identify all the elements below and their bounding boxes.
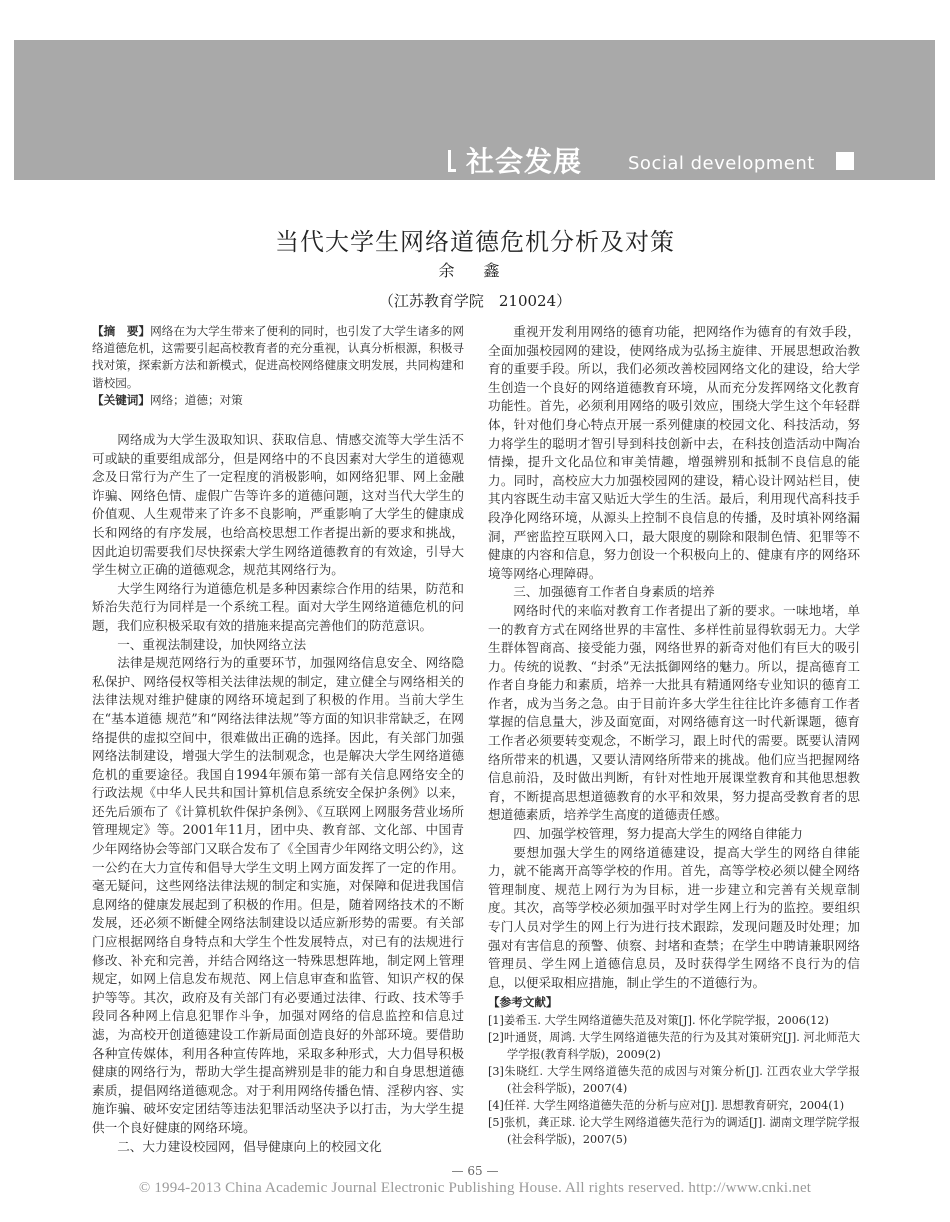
section-heading: 二、大力建设校园网，倡导健康向上的校园文化 [117, 1138, 382, 1154]
references-list [488, 1012, 860, 1148]
body-paragraph: 网络成为大学生汲取知识、获取信息、情感交流等大学生活不可或缺的重要组成部分，但是网络中的不良因素对大学生的道德观念及日常行为产生了一定程度的消极影响，如网络犯罪、网上金融诈骗、网络色情、虚假广告等许多的道德问题，这对当代大学生的价值观、人生观带来了许多不良影响，严重影响了大学生的健康成长和网络的有序发展，也给高校思想工作者提出新的要求和挑战，因此迫切需要我们尽快探索大学生网络道德教育的有效途，引导大学生树立正确的道德观念，规范其网络行为。 [92, 432, 464, 578]
reference-item: [4]任祥. 大学生网络道德失范的分析与应对[J]. 思想教育研究，2004(1) [488, 1098, 845, 1112]
body-paragraph: 重视开发利用网络的德育功能，把网络作为德育的有效手段，全面加强校园网的建设，使网络成为弘扬主旋律、开展思想政治教育的重要手段。所以，我们必须改善校园网络文化的建设，给大学生创造一个良好的网络道德教育环境，从而充分发挥网络文化教育功能性。首先，必须利用网络的吸引效应，围绕大学生这个年轻群体，针对他们身心特点开展一系列健康的校园文化、科技活动，努力将学生的聪明才智引导到科技创新中去，在科技创造活动中陶冶情操，提升文化品位和审美情趣，增强辨别和抵制不良信息的能力。同时，高校应大力加强校园网的建设，精心设计网站栏目，使其内容既生动丰富又贴近大学生的生活。最后，利用现代高科技手段净化网络环境，从源头上控制不良信息的传播，及时填补网络漏洞，严密监控互联网入口，最大限度的剔除和限制色情、犯罪等不健康的内容和信息，努力创设一个积极向上的、健康有序的网络环境等网络心理障碍。 [488, 324, 860, 581]
reference-item: [3]朱晓红. 大学生网络道德失范的成因与对策分析[J]. 江西农业大学学报(社会科学版)，2007(4) [488, 1064, 860, 1095]
body-paragraph: 大学生网络行为道德危机是多种因素综合作用的结果，防范和矫治失范行为同样是一个系统工程。面对大学生网络道德危机的问题，我们应积极采取有效的措施来提高完善他们的防范意识。 [92, 580, 464, 633]
body-paragraph: 网络时代的来临对教育工作者提出了新的要求。一味地堵，单一的教育方式在网络世界的丰富性、多样性前显得软弱无力。大学生群体智商高、接受能力强，网络世界的新奇对他们有巨大的吸引力。传统的说教、“封杀”无法抵御网络的魅力。所以，提高德育工作者自身能力和素质，培养一大批具有精通网络专业知识的德育工作者，成为当务之急。由于目前许多大学生往往比许多德育工作者掌握的信息量大，涉及面宽面，对网络德育这一时代新课题，德育工作者必须要转变观念，不断学习，跟上时代的需要。既要认清网络所带来的机遇，又要认清网络所带来的挑战。他们应当把握网络信息前沿，及时做出判断，有针对性地开展课堂教育和其他思想教育，不断提高思想道德教育的水平和效果，努力提高受教育者的思想道德素质，培养学生高度的道德责任感。 [488, 602, 860, 823]
body-paragraph: 法律是规范网络行为的重要环节，加强网络信息安全、网络隐私保护、网络侵权等相关法律法规的制定，建立健全与网络相关的法律法规对维护健康的网络环境起到了积极的作用。当前大学生在“基本道德 规范”和“网络法律法规”等方面的知识非常缺乏，在网络提供的虚拟空间中，很难做出正确的选择。因此，有关部门加强网络法制建设，增强大学生的法制观念，也是解决大学生网络道德危机的重要途径。我国自1994年颁布第一部有关信息网络安全的行政法规《中华人民共和国计算机信息系统安全保护条例》以来，还先后颁布了《计算机软件保护条例》、《互联网上网服务营业场所管理规定》等。2001年11月，团中央、教育部、文化部、中国青少年网络协会等部门又联合发布了《全国青少年网络文明公约》，这一公约在大力宣传和倡导大学生文明上网方面发挥了一定的作用。毫无疑问，这些网络法律法规的制定和实施，对保障和促进我国信息网络的健康发展起到了积极的作用。但是，随着网络技术的不断发展，还必须不断健全网络法制建设以适应新形势的需要。有关部门应根据网络自身特点和大学生个性发展特点，对已有的法规进行修改、补充和完善，并结合网络这一特殊思想阵地，制定网上管理规定，如网上信息发布规范、网上信息审查和监管、知识产权的保护等等。其次，政府及有关部门有必要通过法律、行政、技术等手段同各种网上信息犯罪作斗争，加强对网络的信息监控和信息过滤，为高校开创道德建设工作新局面创造良好的外部环境。要借助各种宣传媒体，利用各种宣传阵地，采取多种形式，大力倡导积极健康的网络行为，帮助大学生提高辨别是非的能力和自身思想道德素质，提倡网络道德观念。对于利用网络传播色情、淫秽内容、实施诈骗、破坏安定团结等违法犯罪活动坚决予以打击，为大学生提供一个良好健康的网络环境。 [92, 655, 464, 1135]
article-title: 当代大学生网络道德危机分析及对策 [275, 228, 675, 256]
abstract-label: 【摘 要】 [92, 324, 151, 338]
right-column [488, 323, 860, 1148]
keywords [92, 392, 464, 409]
reference-item: [5]张机，龚正球. 论大学生网络道德失范行为的调适[J]. 湖南文理学院学报(社会科学版)，2007(5) [488, 1115, 860, 1146]
left-column [92, 323, 464, 1156]
body-paragraph: 要想加强大学生的网络道德建设，提高大学生的网络自律能力，就不能离开高等学校的作用。首先，高等学校必须以健全网络管理制度、规范上网行为为目标，进一步建立和完善有关规章制度。其次，高等学校必须加强平时对学生网上行为的监控。要组织专门人员对学生的网上行为进行技术跟踪，发现问题及时处理；加强对有害信息的预警、侦察、封堵和查禁；在学生中聘请兼职网络管理员、学生网上道德信息员，及时获得学生网络不良行为的信息，以便采取相应措施，制止学生的不道德行为。 [488, 844, 860, 990]
page-number: — 65 — [451, 1164, 499, 1178]
abstract-text: 网络在为大学生带来了便利的同时，也引发了大学生诸多的网络道德危机，这需要引起高校教育者的充分重视，认真分析根源，积极寻找对策，探索新方法和新模式，促进高校网络健康文明发展，共同构建和谐校园。 [92, 324, 464, 390]
copyright-footer: © 1994-2013 China Academic Journal Electronic Publishing House. All rights reserved. http://www.cnki.net [138, 1180, 812, 1196]
keywords-text: 网络；道德；对策 [149, 392, 243, 407]
article-author: 余 鑫 [438, 261, 512, 280]
article-affiliation: （江苏教育学院 210024） [378, 292, 572, 310]
keywords-label: 【关键词】 [92, 392, 150, 407]
section-title-en: Social development [628, 153, 815, 174]
references-label: 【参考文献】 [488, 995, 558, 1010]
square-mark-icon [836, 152, 854, 170]
section-title-cn: 社会发展 [466, 145, 583, 178]
reference-item: [1]姜希玉. 大学生网络道德失范及对策[J]. 怀化学院学报，2006(12) [488, 1013, 829, 1027]
section-heading: 四、加强学校管理，努力提高大学生的网络自律能力 [513, 826, 803, 842]
left-body [92, 431, 464, 1156]
right-body [488, 323, 860, 992]
bracket-mark-icon [448, 150, 456, 172]
abstract [92, 323, 464, 392]
section-heading: 三、加强德育工作者自身素质的培养 [513, 584, 715, 600]
reference-item: [2]叶通贤，周鸿. 大学生网络道德失范的行为及其对策研究[J]. 河北师范大学学报(教育科学版)，2009(2) [488, 1030, 860, 1061]
section-heading: 一、重视法制建设，加快网络立法 [117, 636, 307, 652]
